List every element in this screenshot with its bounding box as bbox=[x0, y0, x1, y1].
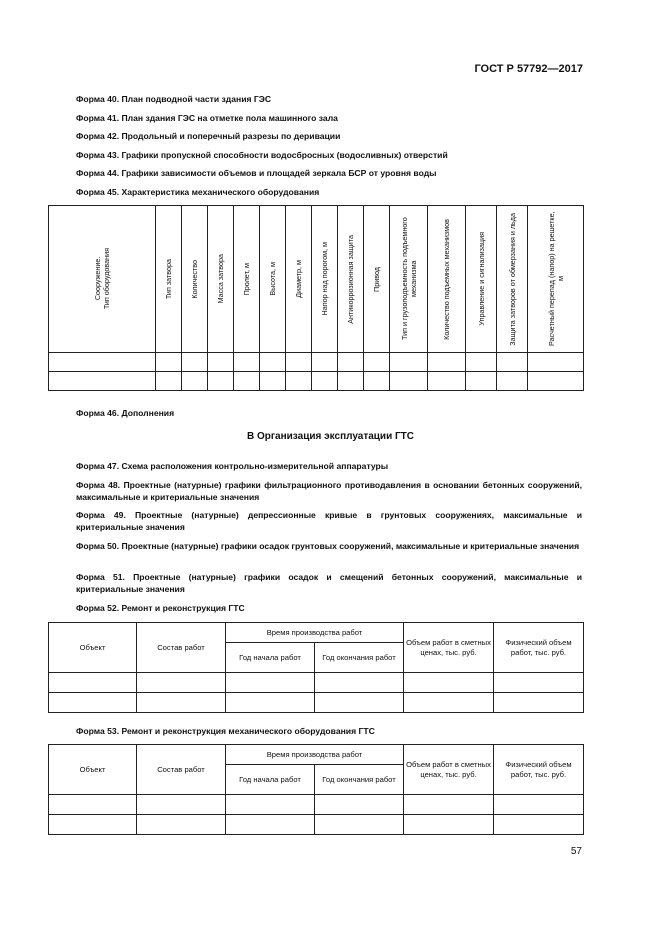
column-header: Защита затворов от обмерзания и льда bbox=[497, 206, 528, 353]
form-41-title: Форма 41. План здания ГЭС на отметке пола машинного зала bbox=[76, 113, 338, 123]
column-header: Год окончания работ bbox=[315, 765, 404, 795]
column-header: Антикоррозионная защита bbox=[338, 206, 364, 353]
form-45-title: Форма 45. Характеристика механического оборудования bbox=[76, 187, 320, 197]
table-row bbox=[49, 693, 584, 713]
column-header: Год окончания работ bbox=[315, 643, 404, 673]
column-header: Состав работ bbox=[137, 745, 226, 795]
column-header: Время производства работ bbox=[226, 623, 404, 643]
column-header: Объект bbox=[49, 745, 137, 795]
column-header: Физический объем работ, тыс. руб. bbox=[494, 745, 584, 795]
column-header: Объем работ в сметных ценах, тыс. руб. bbox=[404, 745, 494, 795]
table-header-row bbox=[49, 206, 584, 353]
document-header: ГОСТ Р 57792—2017 bbox=[474, 63, 583, 75]
column-header: Тип и грузоподъемность подъемного механизма bbox=[390, 206, 428, 353]
form-48-title: Форма 48. Проектные (натурные) графики фильтрационного противодавления в основании бетонных сооружений, максимальные и критериальные значения bbox=[76, 480, 582, 502]
column-header: Физический объем работ, тыс. руб. bbox=[494, 623, 584, 673]
column-header: Масса затвора bbox=[208, 206, 234, 353]
column-header: Год начала работ bbox=[226, 765, 315, 795]
form-49-title: Форма 49. Проектные (натурные) депрессионные кривые в грунтовых сооружениях, максимальные и критериальные значения bbox=[76, 510, 582, 532]
column-header: Расчетный перепад (напор) на решетке, м bbox=[528, 206, 584, 353]
column-header: Пролет, м bbox=[234, 206, 260, 353]
column-header: Диаметр, м bbox=[286, 206, 312, 353]
column-header: Количество подъемных механизмов bbox=[428, 206, 466, 353]
table-row bbox=[49, 815, 584, 835]
column-header: Управление и сигнализация bbox=[466, 206, 497, 353]
repair-table bbox=[48, 622, 584, 713]
form-43-title: Форма 43. Графики пропускной способности водосбросных (водосливных) отверстий bbox=[76, 150, 448, 160]
form-40-title: Форма 40. План подводной части здания ГЭС bbox=[76, 94, 272, 104]
equipment-repair-table bbox=[48, 744, 584, 835]
form-51-title: Форма 51. Проектные (натурные) графики осадок и смещений бетонных сооружений, максимальные и критериальные значения bbox=[76, 572, 582, 594]
column-header: Год начала работ bbox=[226, 643, 315, 673]
form-46-title: Форма 46. Дополнения bbox=[76, 408, 175, 418]
form-47-title: Форма 47. Схема расположения контрольно-измерительной аппаратуры bbox=[76, 461, 389, 471]
column-header: Время производства работ bbox=[226, 745, 404, 765]
column-header: Количество bbox=[182, 206, 208, 353]
column-header: Сооружение. Тип оборудования bbox=[49, 206, 156, 353]
form-52-title: Форма 52. Ремонт и реконструкция ГТС bbox=[76, 603, 245, 613]
table-row bbox=[49, 372, 584, 391]
column-header: Объем работ в сметных ценах, тыс. руб. bbox=[404, 623, 494, 673]
table-row bbox=[49, 353, 584, 372]
column-header: Напор над порогом, м bbox=[312, 206, 338, 353]
form-42-title: Форма 42. Продольный и поперечный разрезы по деривации bbox=[76, 131, 341, 141]
form-53-title: Форма 53. Ремонт и реконструкция механического оборудования ГТС bbox=[76, 726, 375, 736]
column-header: Тип затвора bbox=[156, 206, 182, 353]
table-row bbox=[49, 795, 584, 815]
page-number: 57 bbox=[570, 846, 582, 857]
column-header: Объект bbox=[49, 623, 137, 673]
section-title: В Организация эксплуатации ГТС bbox=[247, 431, 414, 442]
table-row bbox=[49, 673, 584, 693]
column-header: Высота, м bbox=[260, 206, 286, 353]
equipment-table bbox=[48, 205, 584, 391]
column-header: Привод bbox=[364, 206, 390, 353]
form-44-title: Форма 44. Графики зависимости объемов и площадей зеркала БСР от уровня воды bbox=[76, 168, 437, 178]
form-50-title: Форма 50. Проектные (натурные) графики осадок грунтовых сооружений, максимальные и критериальные значения bbox=[76, 541, 580, 551]
column-header: Состав работ bbox=[137, 623, 226, 673]
